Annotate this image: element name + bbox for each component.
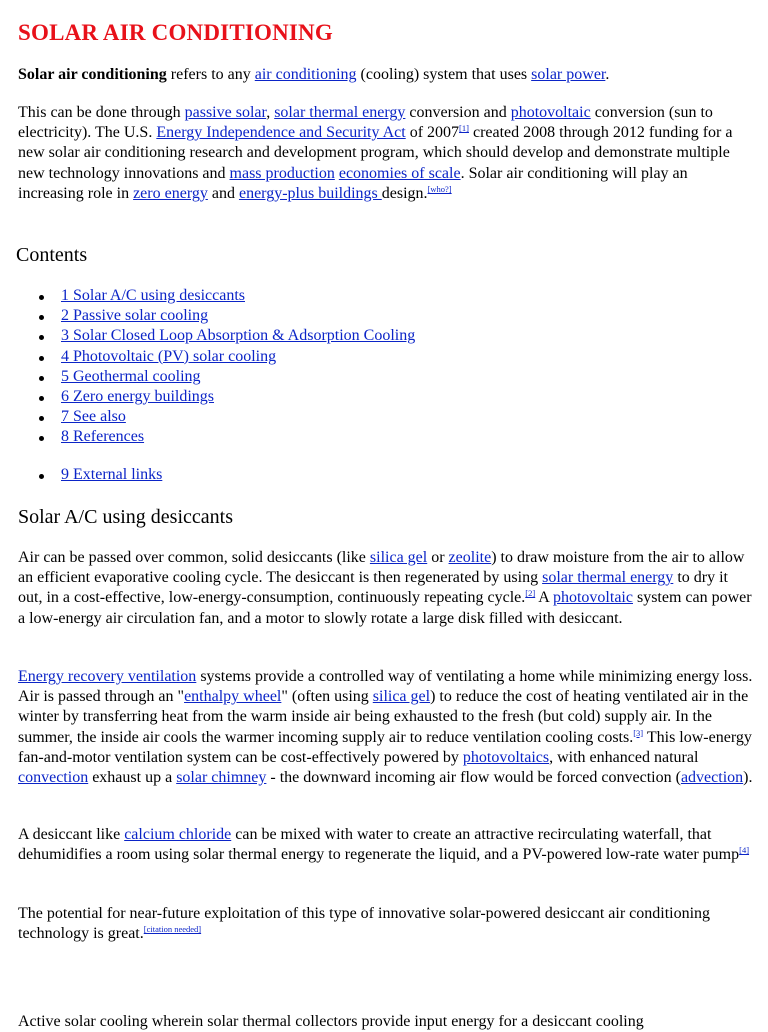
toc-item	[18, 347, 754, 367]
section-heading-desiccants: Solar A/C using desiccants	[18, 506, 233, 528]
text: A desiccant like	[18, 826, 125, 843]
link-silica-gel-2[interactable]: silica gel	[372, 688, 431, 706]
text: The potential for near-future exploitation of this type of innovative solar-powered desiccant air conditioning technology is great.	[18, 905, 711, 943]
text: of 2007	[405, 124, 460, 142]
citation-link-4[interactable]: [4]	[739, 845, 750, 856]
citation-needed-tag	[144, 924, 201, 934]
who-tag	[428, 184, 452, 194]
toc-link-6[interactable]: 6 Zero energy buildings	[61, 388, 215, 406]
link-energy-independence-act[interactable]: Energy Independence and Security Act	[156, 124, 406, 142]
toc-item	[18, 407, 754, 427]
citation-ref	[459, 123, 469, 133]
text: This low-energy fan-and-motor ventilation system can be cost-effectively powered by	[18, 728, 752, 766]
text: to dry it out, in a cost-effective, low-energy-consumption, continuously repeating cycle.	[18, 569, 728, 607]
text: system can power a low-energy air circulation fan, and a motor to slowly rotate a large disk filled with desiccant.	[18, 589, 752, 627]
text: ) to draw moisture from the air to allow an efficient evaporative cooling cycle. The desiccant is then regenerated by using	[18, 549, 745, 587]
who-link[interactable]: [who?]	[427, 183, 452, 194]
link-photovoltaic-2[interactable]: photovoltaic	[552, 589, 633, 607]
citation-ref	[633, 728, 643, 738]
text: ) to reduce the cost of heating ventilated air in the winter by transferring heat from the warm inside air being exhausted to the fresh (but cold) supply air. In the summer, the inside air cools the warmer incoming supply air to reduce ventilation cooling costs.	[18, 688, 749, 746]
link-energy-recovery-ventilation[interactable]: Energy recovery ventilation	[18, 668, 197, 685]
link-economies-of-scale[interactable]: economies of scale	[338, 164, 461, 182]
link-photovoltaic[interactable]: photovoltaic	[510, 104, 591, 121]
toc-link-9[interactable]: 9 External links	[61, 466, 163, 483]
text: can be mixed with water to create an attractive recirculating waterfall, that dehumidifies a room using solar thermal energy to regenerate the liquid, and a PV-powered low-rate water pump	[18, 826, 740, 864]
citation-link-1[interactable]: [1]	[459, 123, 469, 134]
toc-link-8[interactable]: 8 References	[61, 428, 145, 446]
text: This can be done through	[18, 104, 185, 121]
link-passive-solar[interactable]: passive solar	[184, 104, 267, 121]
table-of-contents	[18, 286, 754, 448]
link-photovoltaics[interactable]: photovoltaics	[462, 748, 550, 766]
desiccant-paragraph-4	[18, 904, 754, 944]
text: and	[207, 184, 239, 202]
text: . Solar air conditioning will play an increasing role in	[18, 164, 688, 202]
toc-link-3[interactable]: 3 Solar Closed Loop Absorption & Adsorption Cooling	[61, 327, 416, 345]
desiccant-paragraph-1	[18, 548, 754, 629]
link-advection[interactable]: advection	[680, 769, 744, 787]
citation-needed-link[interactable]: [citation needed]	[143, 924, 202, 935]
text: design.	[381, 184, 428, 202]
bold-term: Solar air conditioning	[18, 66, 167, 83]
link-solar-chimney[interactable]: solar chimney	[176, 769, 267, 787]
intro-paragraph	[18, 65, 754, 85]
link-energy-plus-buildings[interactable]: energy-plus buildings	[238, 184, 382, 202]
toc-link-4[interactable]: 4 Photovoltaic (PV) solar cooling	[61, 347, 277, 365]
overview-paragraph	[18, 103, 754, 204]
toc-item	[18, 326, 754, 346]
toc-item	[18, 306, 754, 326]
toc-item	[18, 367, 754, 387]
desiccant-paragraph-3	[18, 825, 754, 865]
link-solar-thermal-energy-2[interactable]: solar thermal energy	[542, 569, 674, 587]
text: systems provide a controlled way of ventilating a home while minimizing energy loss. Air is passed through an "	[18, 668, 753, 706]
link-solar-power[interactable]: solar power	[531, 66, 606, 83]
link-mass-production[interactable]: mass production	[229, 164, 335, 182]
text: - the downward incoming air flow would be forced convection (	[266, 769, 681, 787]
text: or	[427, 549, 449, 566]
link-zeolite[interactable]: zeolite	[448, 549, 492, 566]
text: ,	[266, 104, 275, 121]
text: conversion and	[405, 104, 511, 121]
page-title: SOLAR AIR CONDITIONING	[18, 20, 333, 45]
citation-ref	[739, 845, 749, 855]
text: Air can be passed over common, solid desiccants (like	[18, 549, 370, 566]
toc-link-2[interactable]: 2 Passive solar cooling	[61, 307, 209, 325]
text: created 2008 through 2012 funding for a new solar air conditioning research and development program, which should develop and demonstrate multiple new technology innovations and	[18, 124, 733, 182]
citation-ref	[525, 588, 535, 598]
desiccant-paragraph-5-partial: Active solar cooling wherein solar thermal collectors provide input energy for a desiccant cooling	[18, 1013, 644, 1030]
text: exhaust up a	[88, 769, 177, 787]
citation-link-3[interactable]: [3]	[633, 727, 644, 738]
toc-item	[18, 286, 754, 306]
link-convection[interactable]: convection	[18, 769, 89, 787]
contents-heading: Contents	[16, 244, 88, 266]
toc-link-5[interactable]: 5 Geothermal cooling	[61, 367, 201, 385]
toc-item	[18, 465, 754, 485]
text: refers to any	[166, 66, 255, 83]
toc-link-1[interactable]: 1 Solar A/C using desiccants	[61, 287, 245, 304]
table-of-contents-extra	[18, 465, 754, 485]
citation-link-2[interactable]: [2]	[525, 588, 536, 599]
toc-item	[18, 387, 754, 407]
text: .	[605, 66, 610, 83]
link-solar-thermal-energy[interactable]: solar thermal energy	[274, 104, 406, 121]
text: " (often using	[281, 688, 373, 706]
desiccant-paragraph-2	[18, 667, 754, 788]
text: , with enhanced natural	[549, 748, 699, 766]
link-silica-gel[interactable]: silica gel	[369, 549, 428, 566]
text: A	[535, 589, 553, 607]
toc-item	[18, 427, 754, 447]
text: ).	[743, 769, 753, 787]
text: conversion (sun to electricity). The U.S.	[18, 104, 713, 142]
link-zero-energy[interactable]: zero energy	[133, 184, 208, 202]
link-air-conditioning[interactable]: air conditioning	[254, 66, 357, 83]
text: (cooling) system that uses	[356, 66, 532, 83]
link-enthalpy-wheel[interactable]: enthalpy wheel	[184, 688, 282, 706]
link-calcium-chloride[interactable]: calcium chloride	[124, 826, 232, 843]
toc-link-7[interactable]: 7 See also	[61, 408, 126, 426]
